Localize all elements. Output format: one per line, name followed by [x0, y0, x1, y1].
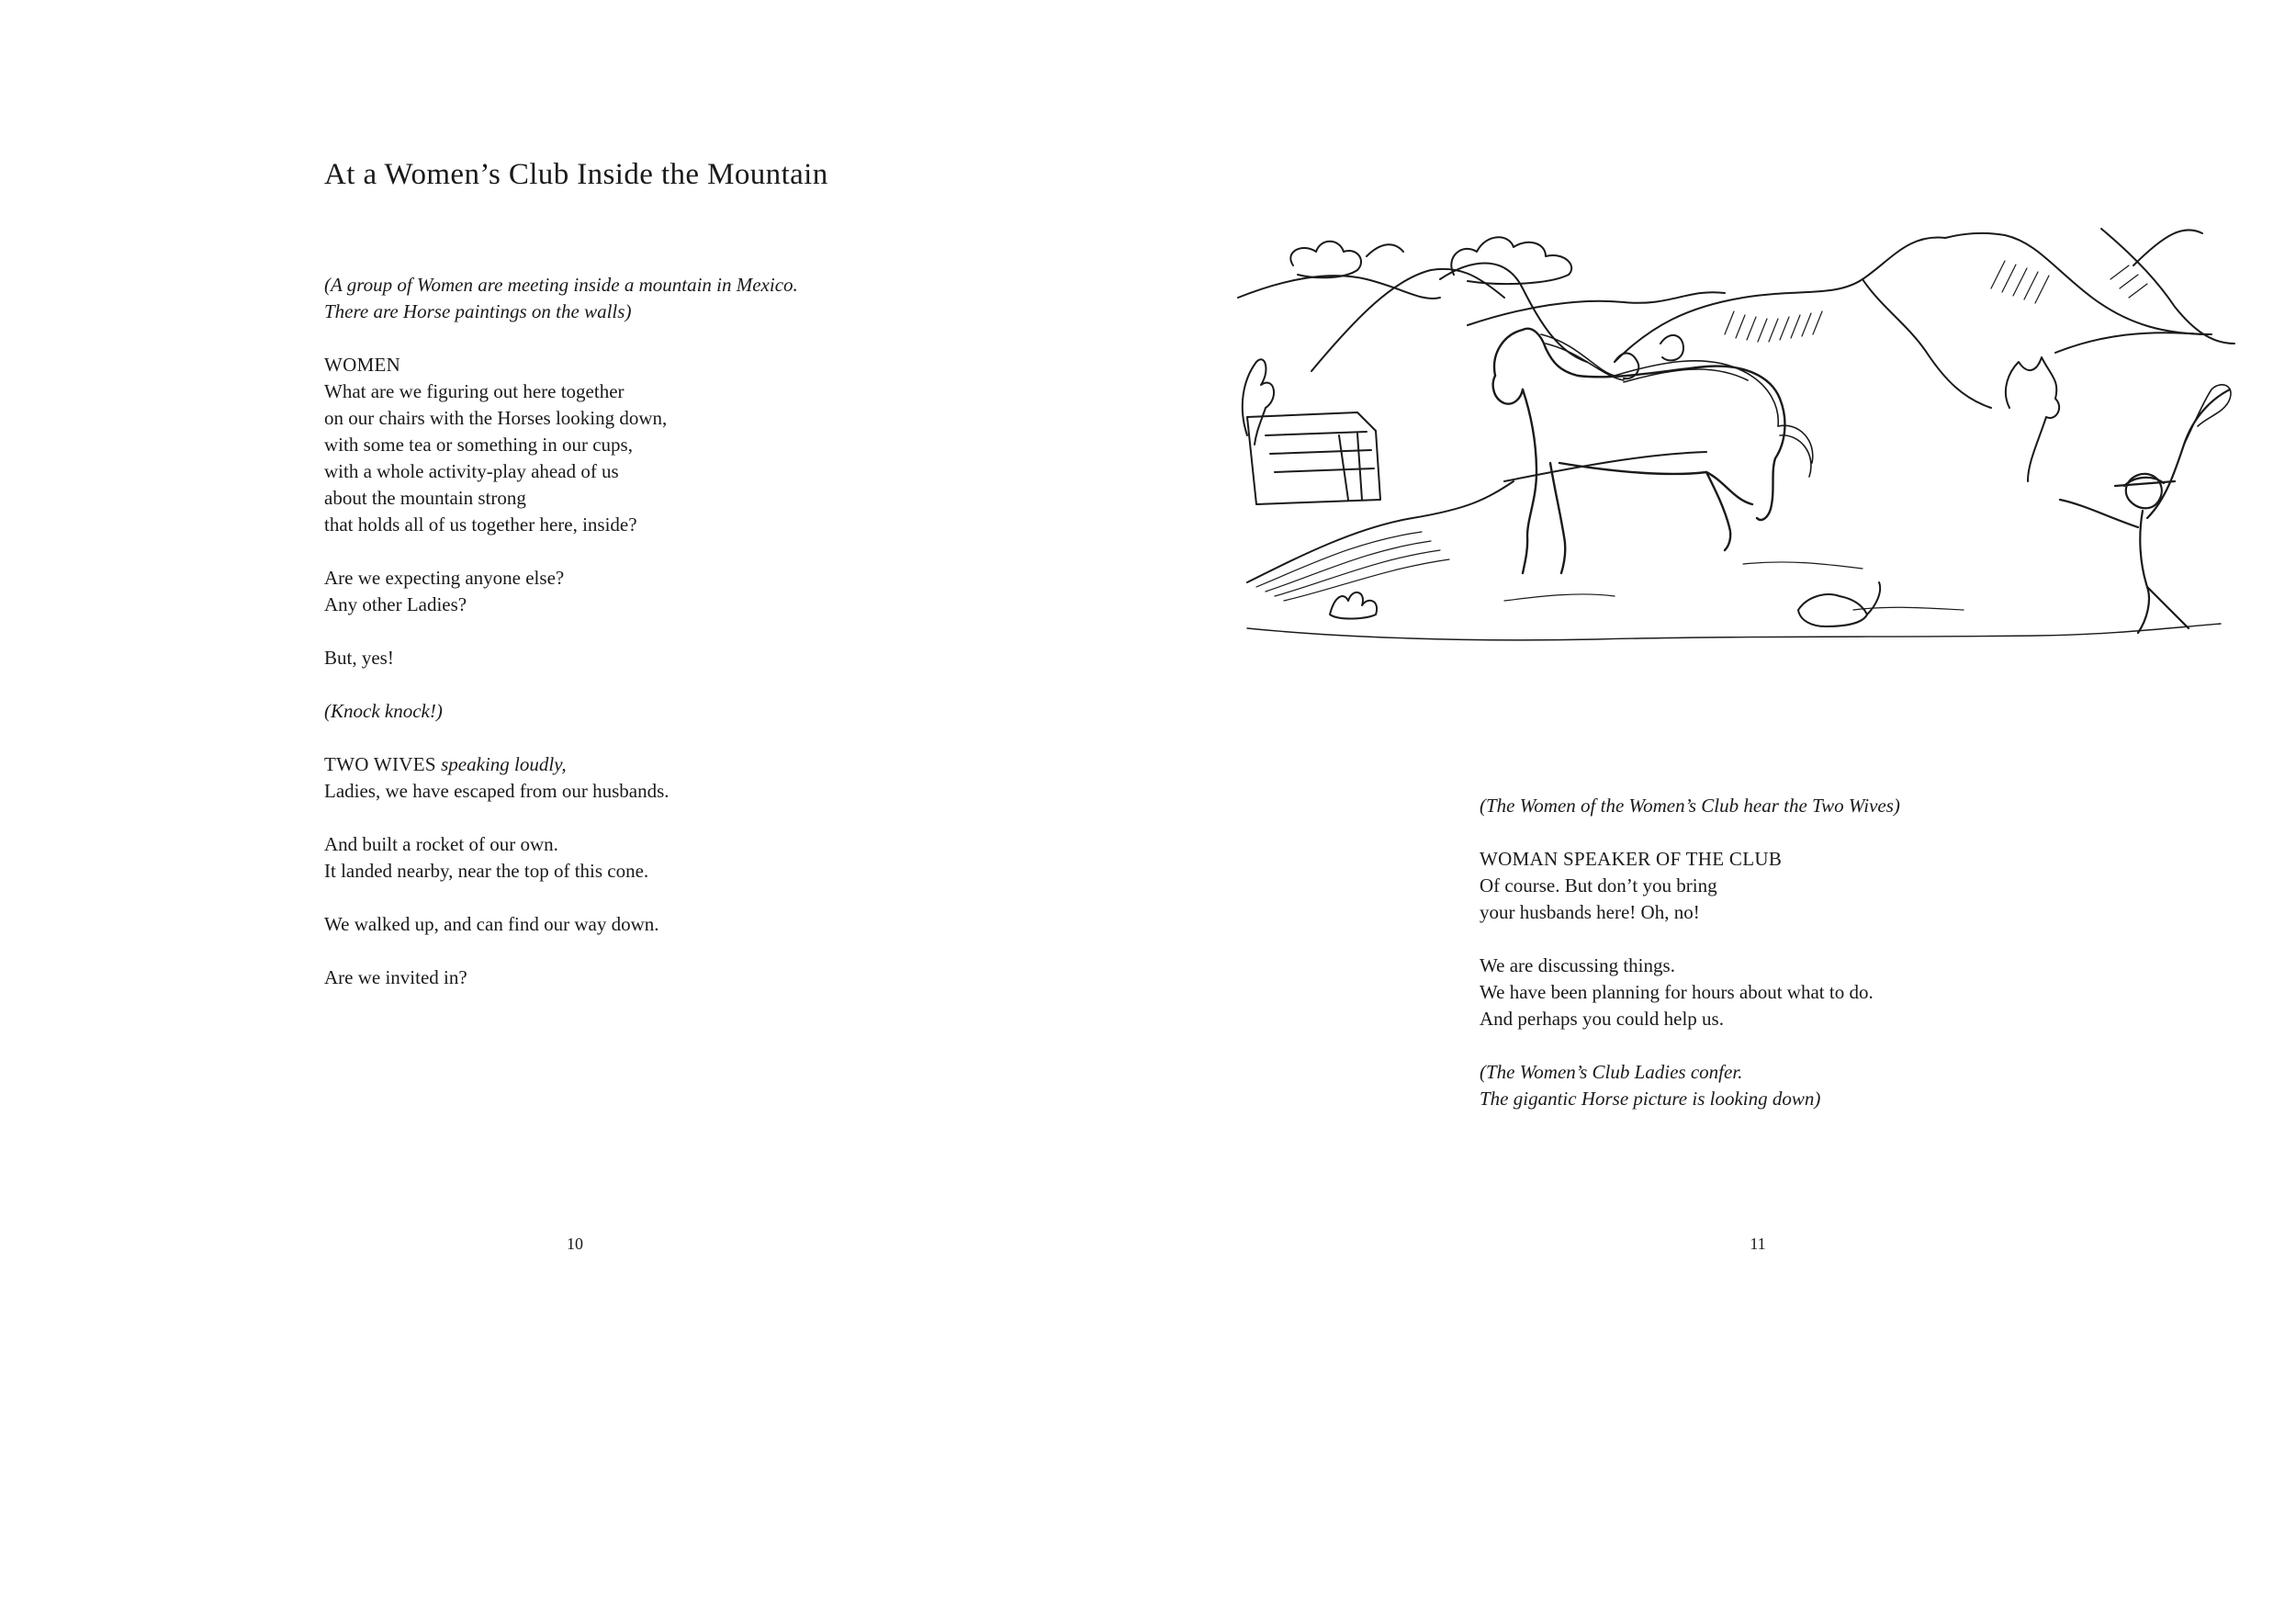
verse-line: Of course. But don’t you bring	[1480, 874, 1717, 897]
mountain-line	[2133, 230, 2202, 265]
speaker-note: speaking loudly,	[441, 753, 567, 775]
verse-line: on our chairs with the Horses looking down,	[324, 407, 668, 429]
stage-direction-line: (The Women of the Women’s Club hear the Two Wives)	[1480, 795, 1900, 817]
page-number-left: 10	[567, 1235, 583, 1253]
verse-line: It landed nearby, near the top of this cone.	[324, 860, 649, 882]
mountain-line	[2055, 333, 2202, 353]
man-line	[2138, 511, 2149, 633]
verse-line: What are we figuring out here together	[324, 380, 625, 402]
cloud-line	[1451, 237, 1571, 284]
verse-line: We walked up, and can find our way down.	[324, 913, 659, 935]
man-line	[2060, 500, 2138, 527]
stage-direction-line: (A group of Women are meeting inside a mountain in Mexico.	[324, 274, 798, 296]
verse-line: But, yes!	[324, 647, 394, 669]
verse-line: your husbands here! Oh, no!	[1480, 901, 1700, 923]
stage-direction-line: The gigantic Horse picture is looking down)	[1480, 1088, 1821, 1110]
speaker-two-wives-line	[324, 751, 798, 778]
verse-line: Are we invited in?	[324, 966, 467, 988]
cloud-line	[1367, 244, 1403, 256]
road-line	[1504, 452, 1706, 481]
verse-line: And perhaps you could help us.	[1480, 1008, 1724, 1030]
verse-line: that holds all of us together here, inside?	[324, 513, 637, 536]
bush-line	[2006, 357, 2059, 481]
horse-line	[1706, 472, 1730, 550]
ground-line	[1504, 562, 1964, 610]
page-number-right: 11	[1750, 1235, 1766, 1253]
man-line	[2147, 587, 2189, 628]
hatch-lines	[1725, 311, 1822, 342]
mountain-line	[1311, 269, 1504, 371]
speaker-woman-speaker: WOMAN SPEAKER OF THE CLUB	[1480, 848, 1783, 870]
ground-line	[1247, 624, 2221, 640]
house-line	[1339, 434, 1362, 500]
horse-illustration	[1229, 224, 2239, 702]
verse-line: We have been planning for hours about what to do.	[1480, 981, 1874, 1003]
stage-direction-line: (Knock knock!)	[324, 700, 443, 722]
verse-line: Any other Ladies?	[324, 593, 467, 615]
horse-line	[1523, 389, 1536, 573]
cat-line	[1867, 582, 1880, 615]
stage-direction-line: (The Women’s Club Ladies confer.	[1480, 1061, 1743, 1083]
cloud-line	[1290, 242, 1361, 278]
verse-line: We are discussing things.	[1480, 954, 1675, 976]
horse-line	[1550, 463, 1565, 573]
horse-line	[1559, 463, 1752, 504]
verse-line: And built a rocket of our own.	[324, 833, 558, 855]
cat-line	[1798, 594, 1867, 626]
stage-direction-line: There are Horse paintings on the walls)	[324, 300, 632, 322]
verse-line: about the mountain strong	[324, 487, 526, 509]
verse-line: with a whole activity-play ahead of us	[324, 460, 619, 482]
horse-line	[1493, 376, 1523, 404]
house-line	[1247, 412, 1380, 504]
verse-line: Are we expecting anyone else?	[324, 567, 565, 589]
poem-title: At a Women’s Club Inside the Mountain	[324, 158, 828, 191]
mountain-line	[1945, 233, 2212, 334]
mountain-line	[2101, 229, 2234, 344]
right-page-text	[1480, 793, 1900, 1112]
speaker-two-wives: TWO WIVES	[324, 753, 436, 775]
right-page	[1148, 0, 2296, 1624]
man-line	[2115, 478, 2175, 486]
horse-mane	[1541, 334, 1778, 426]
figure-line	[1660, 335, 1683, 360]
hatch-lines	[2110, 265, 2147, 298]
verse-line: Ladies, we have escaped from our husbands.	[324, 780, 670, 802]
mountain-line	[1468, 292, 1725, 325]
speaker-women: WOMEN	[324, 354, 401, 376]
road-line	[1256, 532, 1449, 601]
tree-line	[1243, 359, 1274, 445]
left-page-text	[324, 272, 798, 991]
hatch-lines	[1991, 261, 2049, 303]
horse-line	[1494, 329, 1784, 520]
mountain-line	[1863, 279, 1991, 408]
verse-line: with some tea or something in our cups,	[324, 434, 633, 456]
plant-line	[1330, 592, 1377, 619]
